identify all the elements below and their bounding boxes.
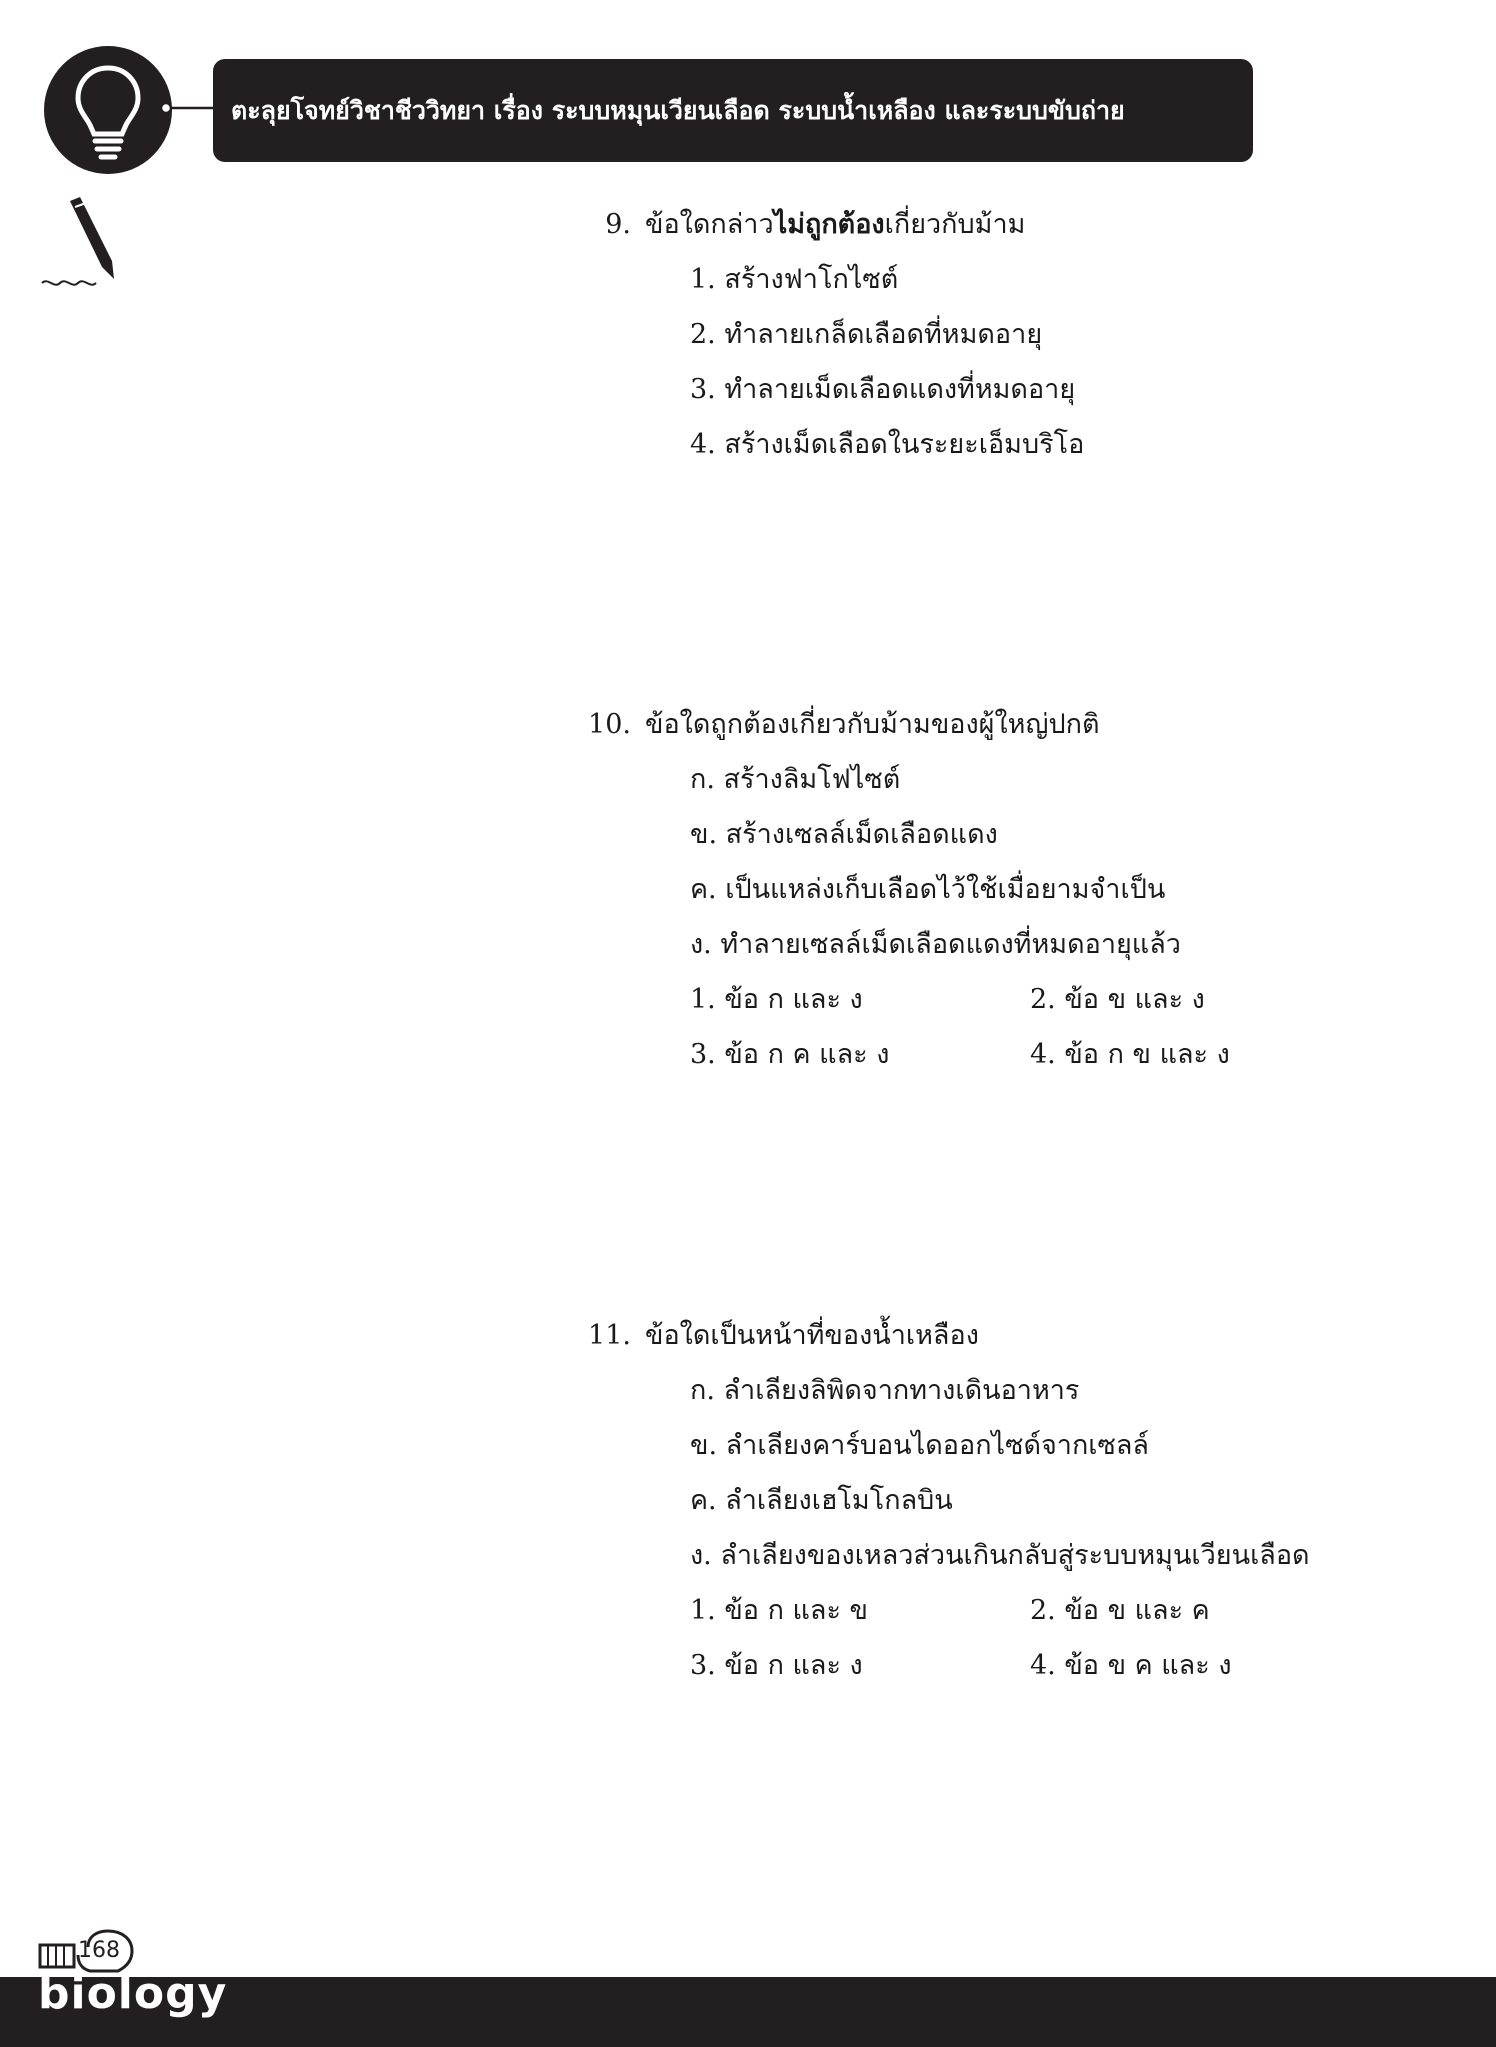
header-title: ตะลุยโจทย์วิชาชีววิทยา เรื่อง ระบบหมุนเวียนเลือด ระบบน้ำเหลือง และระบบขับถ่าย — [231, 95, 1125, 125]
answer-choice: 1. ข้อ ก และ ข — [690, 1595, 869, 1626]
answer-choice: 1. ข้อ ก และ ง — [690, 984, 863, 1015]
question-10 — [588, 697, 1330, 1082]
statement-item: ข. ลำเลียงคาร์บอนไดออกไซด์จากเซลล์ — [690, 1430, 1149, 1461]
header-lightbulb-badge — [44, 46, 172, 174]
answer-choice: 3. ทำลายเม็ดเลือดแดงที่หมดอายุ — [690, 374, 1076, 405]
answer-choice: 3. ข้อ ก ค และ ง — [690, 1039, 890, 1070]
question-number: 11. — [588, 1320, 631, 1351]
statement-item: ค. เป็นแหล่งเก็บเลือดไว้ใช้เมื่อยามจำเป็น — [690, 874, 1166, 905]
question-9 — [605, 197, 1085, 472]
question-number: 9. — [605, 209, 631, 240]
statement-item: ค. ลำเลียงเฮโมโกลบิน — [690, 1485, 953, 1516]
answer-choice: 4. ข้อ ข ค และ ง — [1030, 1650, 1232, 1681]
answer-choice: 2. ข้อ ข และ ค — [1030, 1595, 1210, 1626]
statement-item: ก. สร้างลิมโฟไซต์ — [690, 764, 901, 795]
pen-icon — [40, 195, 126, 290]
page-number: 168 — [78, 1938, 120, 1963]
question-number: 10. — [588, 709, 631, 740]
header-bar — [213, 59, 1253, 162]
lightbulb-icon — [44, 46, 172, 174]
emphasis-text: ไม่ถูกต้อง — [773, 209, 885, 240]
footer-brand-word: biology — [38, 1968, 228, 2019]
answer-choice: 2. ข้อ ข และ ง — [1030, 984, 1205, 1015]
answer-choice: 4. สร้างเม็ดเลือดในระยะเอ็มบริโอ — [690, 429, 1085, 460]
question-stem: 9. ข้อใดกล่าวไม่ถูกต้องเกี่ยวกับม้าม — [645, 197, 1084, 252]
statement-item: ข. สร้างเซลล์เม็ดเลือดแดง — [690, 819, 998, 850]
answer-choice: 1. สร้างฟาโกไซต์ — [690, 264, 899, 295]
statement-item: ง. ลำเลียงของเหลวส่วนเกินกลับสู่ระบบหมุนเวียนเลือด — [690, 1540, 1310, 1571]
statement-item: ก. ลำเลียงลิพิดจากทางเดินอาหาร — [690, 1375, 1080, 1406]
statement-item: ง. ทำลายเซลล์เม็ดเลือดแดงที่หมดอายุแล้ว — [690, 929, 1181, 960]
header-connector — [160, 102, 215, 114]
answer-choice: 4. ข้อ ก ข และ ง — [1030, 1039, 1230, 1070]
question-stem: 11. ข้อใดเป็นหน้าที่ของน้ำเหลือง — [645, 1308, 1330, 1363]
question-11 — [588, 1308, 1330, 1693]
answer-choice: 2. ทำลายเกล็ดเลือดที่หมดอายุ — [690, 319, 1043, 350]
answer-choice: 3. ข้อ ก และ ง — [690, 1650, 863, 1681]
question-stem: 10. ข้อใดถูกต้องเกี่ยวกับม้ามของผู้ใหญ่ปกติ — [645, 697, 1330, 752]
